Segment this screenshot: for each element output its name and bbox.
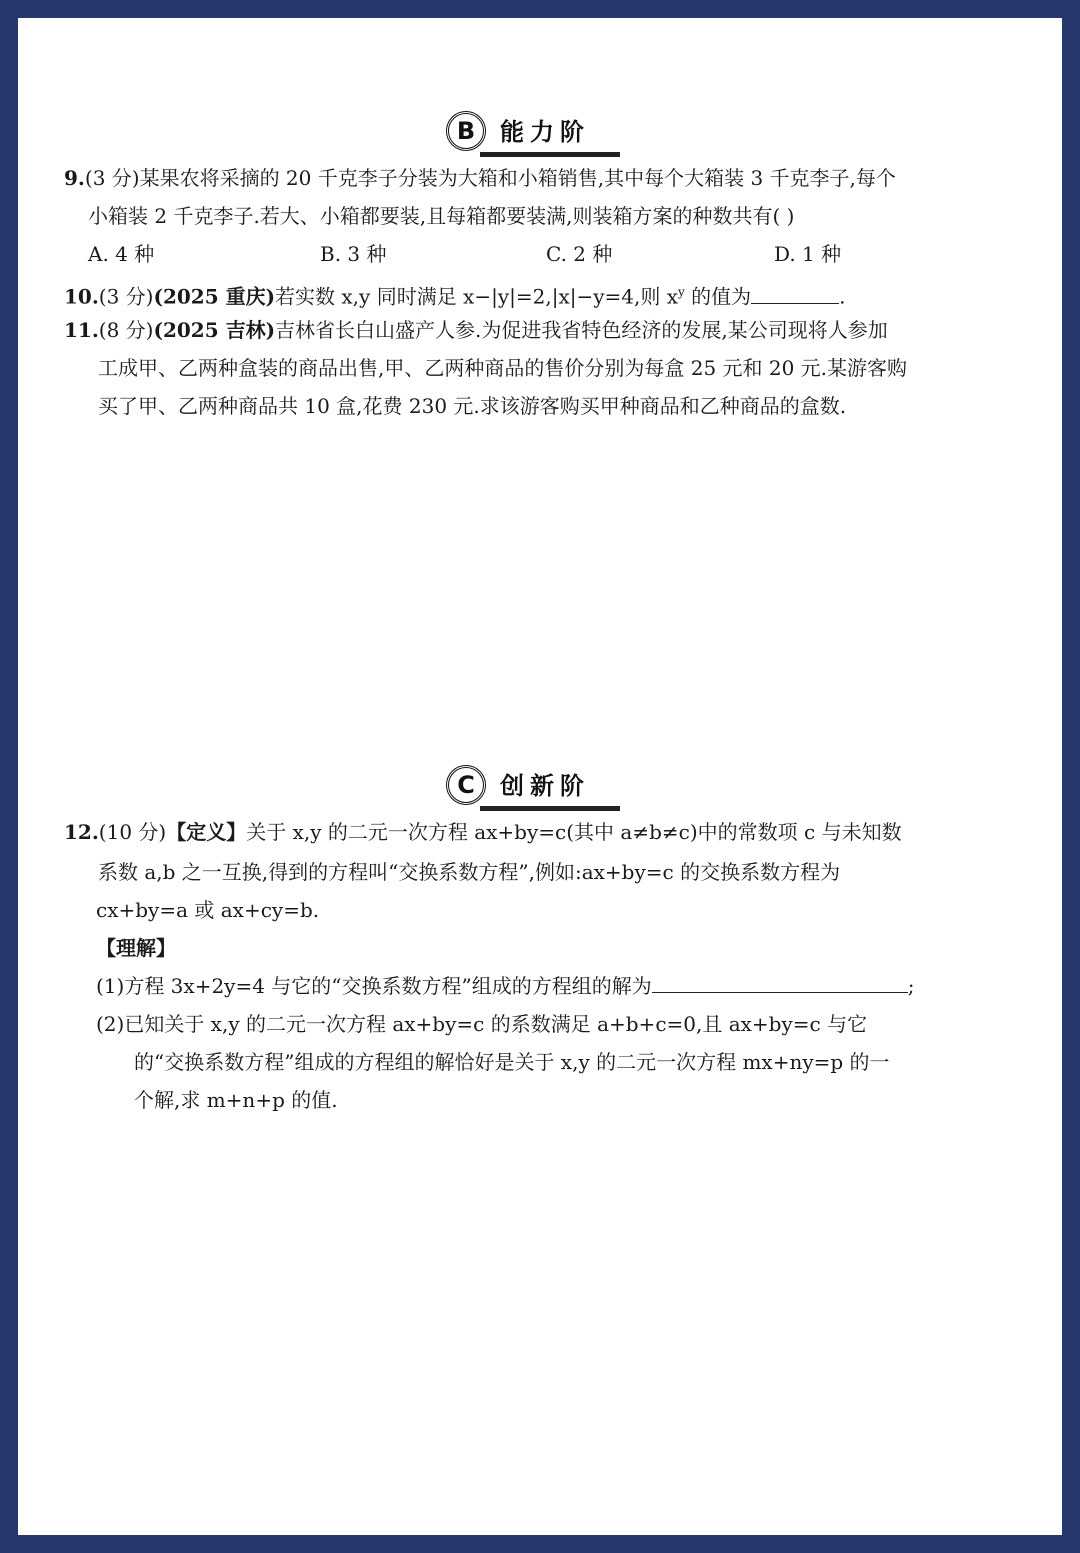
question-12-line-3: cx+by=a 或 ax+cy=b. [96,898,320,922]
question-12-tag: 【定义】 [166,820,247,844]
question-12-line-1 [64,818,902,846]
question-11-text-1: 吉林省长白山盛产人参.为促进我省特色经济的发展,某公司现将人参加 [275,318,888,342]
question-10-source: (2025 重庆) [153,284,276,309]
question-12-number: 12. [64,820,99,844]
question-11-source: (2025 吉林) [153,318,276,342]
section-c-underline [480,806,620,811]
section-b-header [446,106,596,156]
question-11-line-2: 工成甲、乙两种盒装的商品出售,甲、乙两种商品的售价分别为每盒 25 元和 20 元.某游客购 [98,356,908,380]
question-12-part-1-text: (1)方程 3x+2y=4 与它的“交换系数方程”组成的方程组的解为 [96,974,652,998]
question-12-score: (10 分) [98,820,167,844]
question-12-text-1: 关于 x,y 的二元一次方程 ax+by=c(其中 a≠b≠c)中的常数项 c 与未知数 [246,820,902,844]
question-10-answer-blank [751,283,839,304]
section-b-title: 能力阶 [500,117,590,146]
question-12-understand-label: 【理解】 [96,936,176,960]
question-10-tail: 的值为 [684,284,752,309]
section-c-title: 创新阶 [500,771,590,800]
section-b-badge: B [446,111,486,151]
question-9-number: 9. [64,166,85,190]
question-10-exponent: y [678,285,685,299]
question-11-line-1 [64,316,888,344]
question-10-score: (3 分) [98,284,154,309]
question-10 [64,278,846,311]
question-9-line-1 [64,164,896,192]
question-12-part-1-end: ; [907,974,915,998]
question-12-part-1 [96,972,915,1000]
question-9-option-d: D. 1 种 [774,242,842,266]
question-9-option-c: C. 2 种 [546,242,613,266]
section-b-underline [480,152,620,157]
question-9-line-2: 小箱装 2 千克李子.若大、小箱都要装,且每箱都要装满,则装箱方案的种数共有( ) [88,204,795,228]
question-12-part-2-line-2: 的“交换系数方程”组成的方程组的解恰好是关于 x,y 的二元一次方程 mx+ny=p 的一 [134,1050,890,1074]
question-10-end: . [839,284,846,309]
question-9-text-1: (3 分)某果农将采摘的 20 千克李子分装为大箱和小箱销售,其中每个大箱装 3 千克李子,每个 [84,166,896,190]
question-12-part-2-line-3: 个解,求 m+n+p 的值. [134,1088,338,1112]
question-9-option-a: A. 4 种 [88,242,155,266]
question-12-part-1-answer-blank [652,972,908,993]
question-9-option-b: B. 3 种 [320,242,387,266]
section-c-header [446,760,596,810]
question-11-score: (8 分) [98,318,154,342]
section-c-badge: C [446,765,486,805]
question-10-number: 10. [64,284,99,309]
question-12-part-2-line-1: (2)已知关于 x,y 的二元一次方程 ax+by=c 的系数满足 a+b+c=0,且 ax+by=c 与它 [96,1012,868,1036]
question-10-text: 若实数 x,y 同时满足 x−|y|=2,|x|−y=4,则 x [275,284,678,309]
question-11-number: 11. [64,318,99,342]
question-12-line-2: 系数 a,b 之一互换,得到的方程叫“交换系数方程”,例如:ax+by=c 的交换系数方程为 [98,860,841,884]
question-11-line-3: 买了甲、乙两种商品共 10 盒,花费 230 元.求该游客购买甲种商品和乙种商品的盒数. [98,394,847,418]
worksheet-page [18,18,1062,1535]
